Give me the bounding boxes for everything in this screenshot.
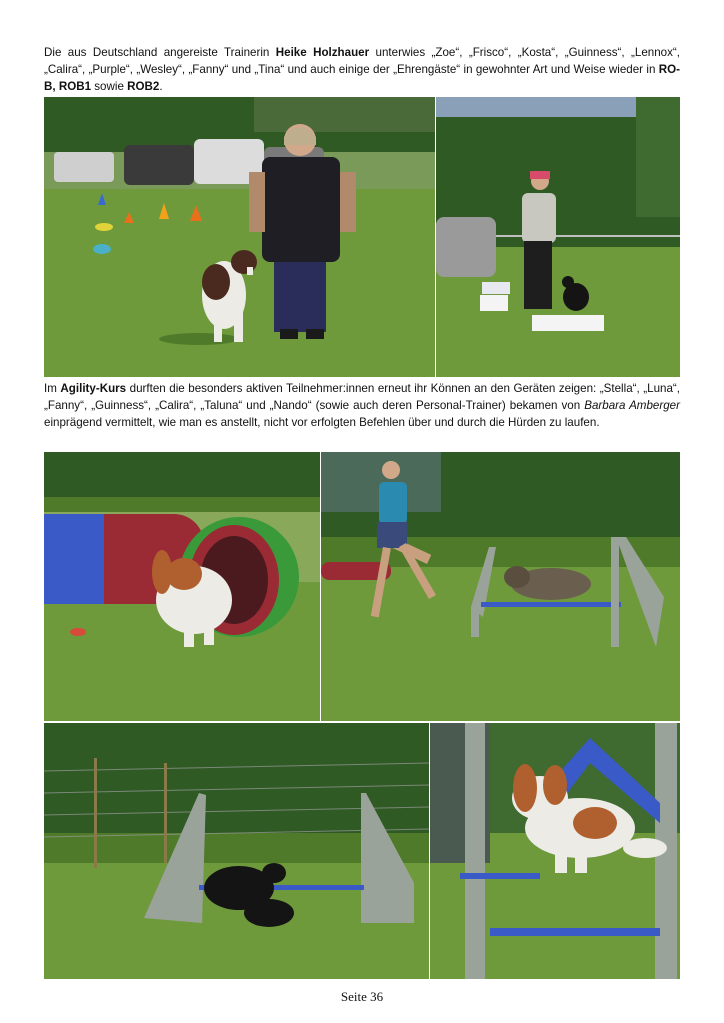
agility-paragraph: Im Agility-Kurs durften die besonders aktiven Teilnehmer:innen erneut ihr Können an den Geräten zeigen: „Stella“, „Luna“, „Fanny“, „Guinness“, „Calira“, „Taluna“ und „Nando“ (sowie auch deren Personal-Trainer) bekamen von Barbara Amberger einprägend vermittelt, wie man es anstellt, nicht vor erfolgten Befehlen über und durch die Hürden zu laufen.	[44, 382, 680, 429]
photo-handler-dog-jumping	[321, 452, 680, 721]
photo-trainer-with-spaniel	[44, 97, 435, 377]
photo-trainer-sitting-dog	[436, 97, 680, 377]
class-names-2: ROB2	[127, 80, 160, 93]
page-number: Seite 36	[340, 989, 384, 1004]
photo-black-dog-jumping	[44, 723, 429, 979]
photo-dog-in-tunnel	[44, 452, 320, 721]
intro-paragraph: Die aus Deutschland angereiste Trainerin Heike Holzhauer unterwies „Zoe“, „Frisco“, „Kosta“, „Guinness“, „Lennox“, „Calira“, „Purple“, „Wesley“, „Fanny“ und „Tina“ und auch einige der „Ehrengäste“ in gewohnter Art und Weise wieder in RO-B, ROB1 sowie ROB2.	[44, 46, 680, 93]
photo-spaniel-jumping-hurdle	[430, 723, 680, 979]
class-names-1: RO-B, ROB1	[44, 63, 680, 93]
instructor-name: Barbara Amberger	[584, 399, 680, 412]
course-name: Agility-Kurs	[60, 382, 127, 395]
trainer-name: Heike Holzhauer	[275, 46, 370, 59]
